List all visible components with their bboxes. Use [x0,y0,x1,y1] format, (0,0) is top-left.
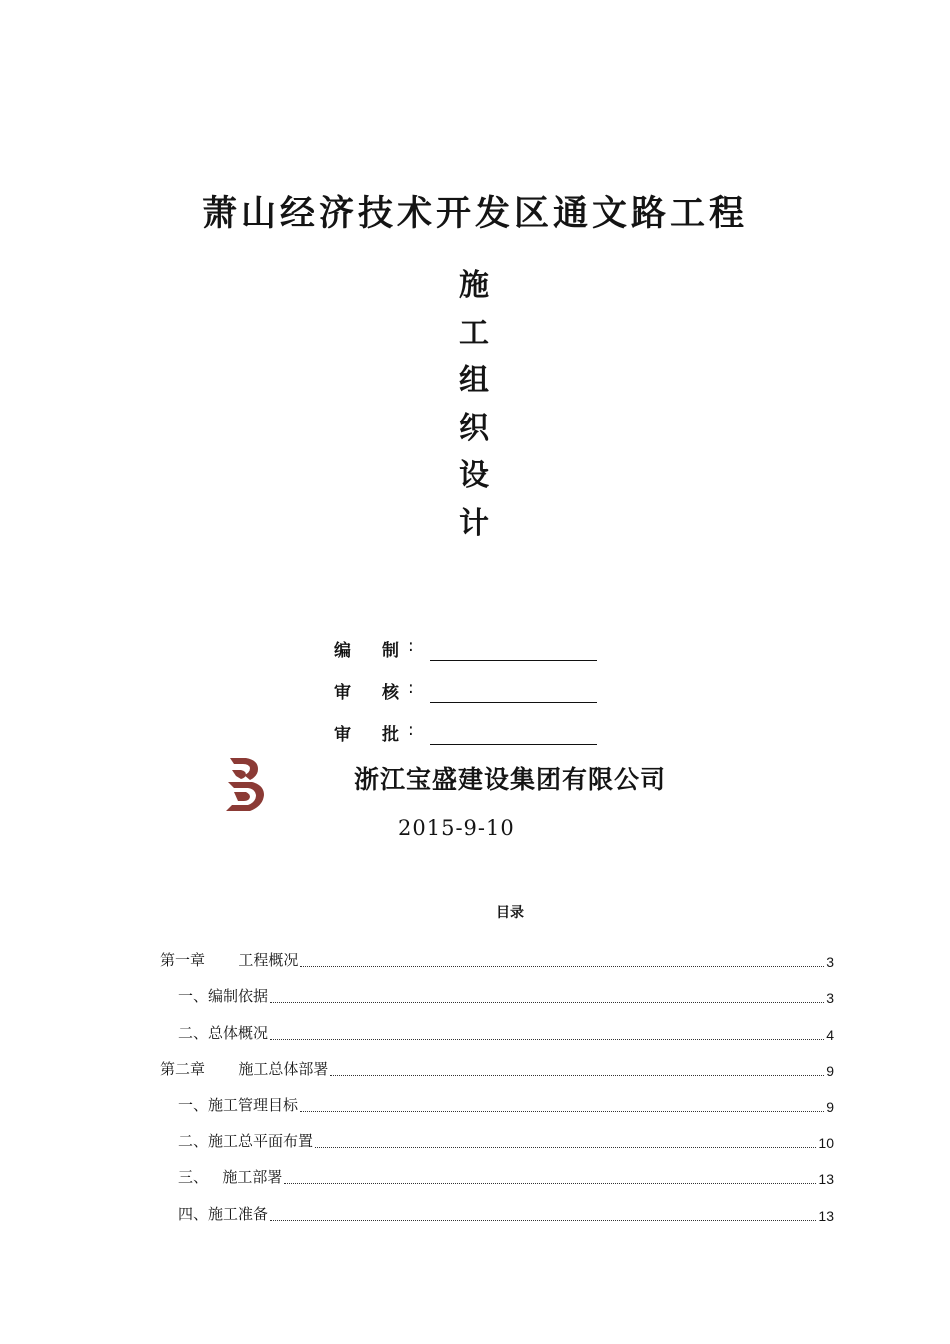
subtitle-vertical [452,262,496,547]
toc-leader [315,1145,816,1148]
toc-title: 施工总体部署 [238,1059,329,1078]
toc-title: 总体概况 [208,1023,269,1042]
toc-number: 二、 [178,1132,209,1151]
toc-number: 第一章 [160,951,239,970]
subtitle-char: 工 [459,315,489,351]
toc-entry[interactable] [160,1153,834,1189]
toc-title: 施工准备 [208,1204,269,1223]
company-logo-icon [224,756,266,814]
toc-leader [270,1037,824,1040]
toc-entry[interactable] [160,1081,834,1117]
subtitle-char: 计 [459,505,489,541]
toc-title: 编制依据 [208,987,269,1006]
label-colon: : [408,636,414,656]
label-char: 核 [382,683,399,703]
subtitle-char: 设 [459,458,489,493]
signature-row-approve [334,716,604,758]
signature-block [334,632,604,758]
toc-entry[interactable] [160,936,834,972]
label-colon: : [408,678,414,698]
toc-page-number: 13 [818,1207,834,1224]
signature-row-compile [334,632,604,674]
toc-title: 施工总平面布置 [208,1132,314,1151]
toc-title: 施工部署 [222,1168,283,1187]
toc-leader [300,964,824,967]
signature-line [430,744,597,745]
toc-page-number: 3 [826,990,834,1007]
toc-number: 一、 [178,987,209,1006]
toc-entry[interactable] [160,1008,834,1044]
toc-page-number: 4 [826,1026,834,1043]
toc-number: 第二章 [160,1059,239,1078]
toc-leader [270,1218,816,1221]
project-title: 萧山经济技术开发区通文路工程 [201,194,748,234]
toc-page-number: 13 [818,1171,834,1188]
toc-leader [330,1073,824,1076]
toc-page-number: 3 [826,954,834,971]
subtitle-char: 组 [459,363,489,398]
company-name: 浙江宝盛建设集团有限公司 [354,765,667,794]
label-char: 审 [334,683,351,703]
toc-entry[interactable] [160,1117,834,1153]
toc-leader [300,1109,824,1112]
signature-line [430,702,597,703]
label-char: 批 [382,725,399,745]
toc-page-number: 10 [818,1135,834,1152]
subtitle-char: 施 [459,268,489,303]
label-char: 制 [382,641,399,661]
subtitle-char: 织 [459,410,489,446]
toc-title: 工程概况 [238,951,299,970]
toc-page-number: 9 [826,1062,834,1079]
label-char: 编 [334,641,351,661]
toc-title: 施工管理目标 [208,1095,299,1114]
toc-heading: 目录 [496,905,524,921]
toc-number: 二、 [178,1023,209,1042]
label-colon: : [408,720,414,740]
toc-leader [284,1181,816,1184]
toc-entry[interactable] [160,972,834,1008]
toc-number: 一、 [178,1095,209,1114]
toc-number: 三、 [178,1168,223,1187]
toc-number: 四、 [178,1204,209,1223]
toc-entry[interactable] [160,1045,834,1081]
label-char: 审 [334,725,351,745]
toc-page-number: 9 [826,1098,834,1115]
table-of-contents [160,936,834,1226]
document-date: 2015-9-10 [398,816,515,840]
toc-leader [270,1000,824,1003]
signature-row-review [334,674,604,716]
toc-entry[interactable] [160,1189,834,1225]
signature-line [430,660,597,661]
